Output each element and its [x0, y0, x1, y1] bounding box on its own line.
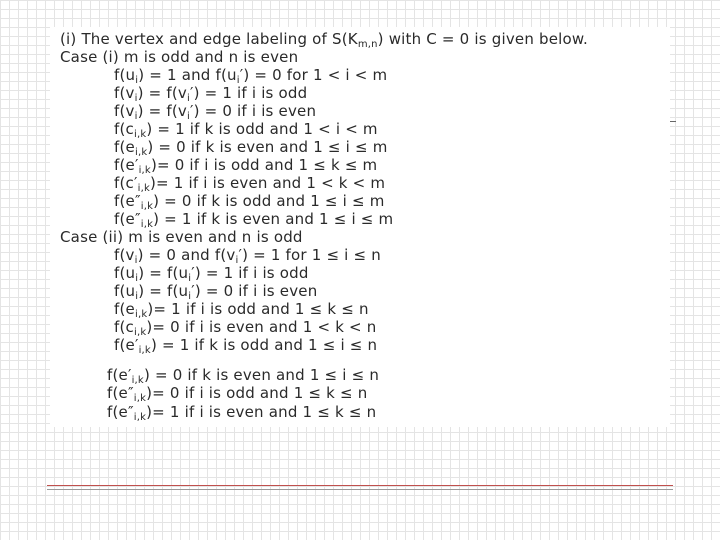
formula-line: $f(v_i) = f(v_i') = 0$ if i is even: [114, 102, 317, 122]
formula-line: $f(v_i) = 0$ and $f(v_i') = 1$ for 1 ≤ i ≤ n: [114, 246, 381, 266]
case-ii-heading: Case (ii) m is even and n is odd: [60, 228, 303, 246]
formula-line: $f(u_i) = 1$ and $f(u_i') = 0$ for 1 < i < m: [114, 66, 388, 86]
formula-line: $f(e'_{i,k})= 0$ if i is odd and 1 ≤ k ≤ m: [114, 156, 378, 176]
formula-line: $f(e_{i,k})= 1$ if i is odd and 1 ≤ k ≤ n: [114, 300, 369, 320]
formula-line: $f(e''_{i,k})= 0$ if i is odd and 1 ≤ k ≤ n: [107, 384, 368, 404]
case-i-heading: Case (i) m is odd and n is even: [60, 48, 299, 66]
formula-line: $f(e''_{i,k}) = 1$ if k is even and 1 ≤ i ≤ m: [114, 210, 394, 230]
heading-line: (i) The vertex and edge labeling of $S(K_{m,n})$ with C = 0 is given below.: [60, 30, 588, 50]
formula-line: $f(u_i) = f(u_i') = 1$ if i is odd: [114, 264, 309, 284]
side-dash-mark: [670, 121, 676, 122]
slide-content: [50, 27, 670, 427]
formula-line: $f(e_{i,k}) = 0$ if k is even and 1 ≤ i ≤ m: [114, 138, 388, 158]
formula-line: $f(c_{i,k})= 0$ if i is even and 1 < k < n: [114, 318, 377, 338]
formula-line: $f(v_i) = f(v_i') = 1$ if i is odd: [114, 84, 308, 104]
footer-rule-gray: [47, 489, 673, 490]
formula-line: $f(e'_{i,k}) = 1$ if k is odd and 1 ≤ i ≤ n: [114, 336, 378, 356]
formula-line: $f(u_i) = f(u_i') = 0$ if i is even: [114, 282, 318, 302]
formula-line: $f(e''_{i,k})= 1$ if i is even and 1 ≤ k ≤ n: [107, 403, 377, 423]
footer-rule-red: [47, 485, 673, 486]
formula-line: $f(e''_{i,k}) = 0$ if k is odd and 1 ≤ i ≤ m: [114, 192, 385, 212]
formula-line: $f(c_{i,k}) = 1$ if k is odd and 1 < i < m: [114, 120, 378, 140]
formula-line: $f(c'_{i,k})= 1$ if i is even and 1 < k < m: [114, 174, 386, 194]
formula-line: $f(e'_{i,k}) = 0$ if k is even and 1 ≤ i ≤ n: [107, 366, 380, 386]
